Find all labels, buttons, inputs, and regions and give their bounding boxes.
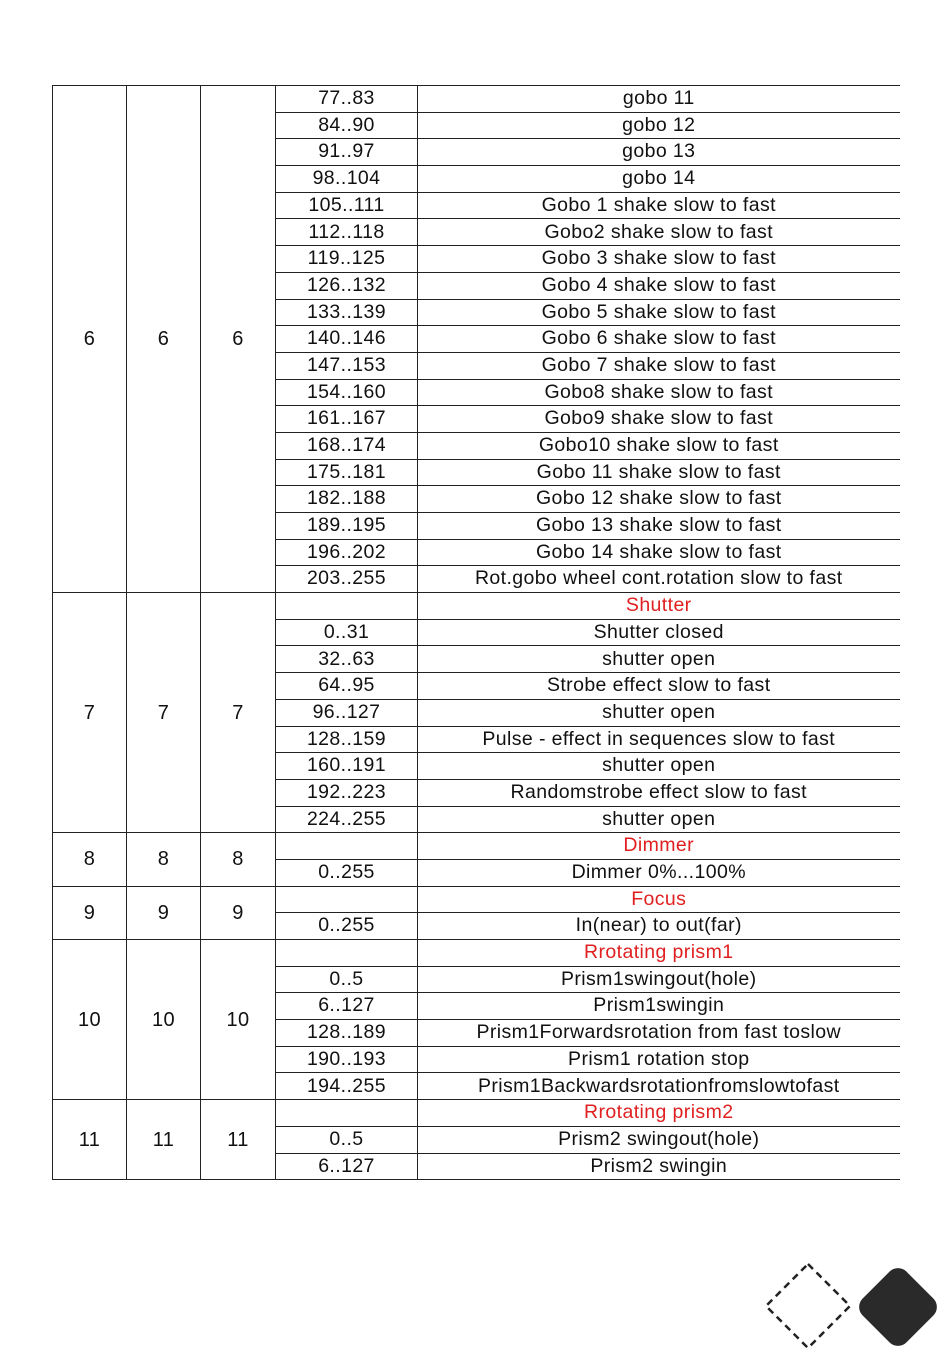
channel-number-cell: 7 [53, 593, 127, 833]
dmx-value-cell: 189..195 [276, 513, 418, 540]
table-row [53, 886, 900, 913]
channel-number-cell: 11 [201, 1100, 276, 1180]
channel-number-cell: 11 [127, 1100, 201, 1180]
outline-diamond-icon [766, 1264, 850, 1348]
dmx-value-cell: 154..160 [276, 379, 418, 406]
function-description-cell: Dimmer 0%...100% [418, 859, 900, 886]
dmx-value-cell: 112..118 [276, 219, 418, 246]
dmx-value-cell: 182..188 [276, 486, 418, 513]
function-description-cell: Prism1swingout(hole) [418, 966, 900, 993]
dmx-value-cell: 203..255 [276, 566, 418, 593]
dmx-value-cell: 128..189 [276, 1020, 418, 1047]
function-description-cell: Gobo 6 shake slow to fast [418, 326, 900, 353]
dmx-value-cell: 84..90 [276, 112, 418, 139]
dmx-value-cell [276, 886, 418, 913]
dmx-value-cell: 192..223 [276, 779, 418, 806]
function-description-cell: Gobo 3 shake slow to fast [418, 246, 900, 273]
function-description-cell: Gobo 1 shake slow to fast [418, 192, 900, 219]
function-description-cell: Gobo 13 shake slow to fast [418, 513, 900, 540]
channel-number-cell: 8 [201, 833, 276, 886]
function-description-cell: Gobo10 shake slow to fast [418, 432, 900, 459]
dmx-value-cell [276, 1100, 418, 1127]
function-description-cell: Gobo 5 shake slow to fast [418, 299, 900, 326]
function-description-cell: shutter open [418, 699, 900, 726]
function-description-cell: Gobo 7 shake slow to fast [418, 352, 900, 379]
function-description-cell: Shutter closed [418, 619, 900, 646]
function-description-cell: Prism2 swingin [418, 1153, 900, 1180]
table-row [53, 86, 900, 113]
function-description-cell: Pulse - effect in sequences slow to fast [418, 726, 900, 753]
function-description-cell: shutter open [418, 806, 900, 833]
channel-number-cell: 10 [127, 940, 201, 1100]
section-heading-cell: Rrotating prism1 [418, 940, 900, 967]
section-heading-cell: Rrotating prism2 [418, 1100, 900, 1127]
channel-number-cell: 9 [53, 886, 127, 939]
function-description-cell: Prism1 rotation stop [418, 1046, 900, 1073]
channel-number-cell: 6 [127, 86, 201, 593]
channel-number-cell: 10 [201, 940, 276, 1100]
function-description-cell: Prism1swingin [418, 993, 900, 1020]
channel-number-cell: 8 [53, 833, 127, 886]
function-description-cell: Gobo 12 shake slow to fast [418, 486, 900, 513]
dmx-value-cell: 105..111 [276, 192, 418, 219]
dmx-value-cell: 0..5 [276, 966, 418, 993]
function-description-cell: Prism1Forwardsrotation from fast toslow [418, 1020, 900, 1047]
function-description-cell: Gobo8 shake slow to fast [418, 379, 900, 406]
function-description-cell: Strobe effect slow to fast [418, 673, 900, 700]
function-description-cell: Gobo 14 shake slow to fast [418, 539, 900, 566]
function-description-cell: Gobo 4 shake slow to fast [418, 272, 900, 299]
dmx-value-cell [276, 833, 418, 860]
function-description-cell: Prism2 swingout(hole) [418, 1126, 900, 1153]
dmx-value-cell: 119..125 [276, 246, 418, 273]
dmx-channel-table [52, 85, 900, 1180]
function-description-cell: Randomstrobe effect slow to fast [418, 779, 900, 806]
dmx-value-cell: 6..127 [276, 1153, 418, 1180]
dmx-value-cell: 91..97 [276, 139, 418, 166]
function-description-cell: Gobo 11 shake slow to fast [418, 459, 900, 486]
channel-number-cell: 9 [127, 886, 201, 939]
dmx-value-cell: 32..63 [276, 646, 418, 673]
channel-number-cell: 8 [127, 833, 201, 886]
channel-number-cell: 7 [127, 593, 201, 833]
function-description-cell: gobo 12 [418, 112, 900, 139]
dmx-value-cell: 96..127 [276, 699, 418, 726]
channel-number-cell: 6 [201, 86, 276, 593]
dmx-value-cell: 161..167 [276, 406, 418, 433]
dmx-value-cell: 160..191 [276, 753, 418, 780]
table-row [53, 940, 900, 967]
table-row [53, 1100, 900, 1127]
channel-number-cell: 10 [53, 940, 127, 1100]
table-row [53, 593, 900, 620]
dmx-value-cell: 133..139 [276, 299, 418, 326]
filled-diamond-icon [854, 1263, 942, 1351]
dmx-value-cell: 196..202 [276, 539, 418, 566]
function-description-cell: shutter open [418, 646, 900, 673]
dmx-value-cell: 77..83 [276, 86, 418, 113]
function-description-cell: shutter open [418, 753, 900, 780]
section-heading-cell: Shutter [418, 593, 900, 620]
function-description-cell: Gobo2 shake slow to fast [418, 219, 900, 246]
dmx-value-cell: 126..132 [276, 272, 418, 299]
channel-number-cell: 6 [53, 86, 127, 593]
section-heading-cell: Dimmer [418, 833, 900, 860]
function-description-cell: gobo 11 [418, 86, 900, 113]
channel-number-cell: 11 [53, 1100, 127, 1180]
dmx-value-cell: 224..255 [276, 806, 418, 833]
dmx-value-cell: 175..181 [276, 459, 418, 486]
dmx-value-cell: 0..31 [276, 619, 418, 646]
dmx-value-cell: 0..255 [276, 859, 418, 886]
dmx-value-cell: 147..153 [276, 352, 418, 379]
function-description-cell: gobo 13 [418, 139, 900, 166]
function-description-cell: gobo 14 [418, 166, 900, 193]
function-description-cell: In(near) to out(far) [418, 913, 900, 940]
dmx-value-cell: 98..104 [276, 166, 418, 193]
dmx-value-cell: 64..95 [276, 673, 418, 700]
dmx-value-cell: 190..193 [276, 1046, 418, 1073]
function-description-cell: Prism1Backwardsrotationfromslowtofast [418, 1073, 900, 1100]
dmx-value-cell: 0..5 [276, 1126, 418, 1153]
dmx-value-cell: 140..146 [276, 326, 418, 353]
dmx-value-cell [276, 940, 418, 967]
channel-number-cell: 7 [201, 593, 276, 833]
dmx-value-cell: 0..255 [276, 913, 418, 940]
function-description-cell: Gobo9 shake slow to fast [418, 406, 900, 433]
section-heading-cell: Focus [418, 886, 900, 913]
function-description-cell: Rot.gobo wheel cont.rotation slow to fast [418, 566, 900, 593]
corner-diamond-decoration [760, 1258, 950, 1360]
dmx-value-cell: 168..174 [276, 432, 418, 459]
dmx-value-cell: 194..255 [276, 1073, 418, 1100]
table-row [53, 833, 900, 860]
dmx-value-cell: 128..159 [276, 726, 418, 753]
channel-number-cell: 9 [201, 886, 276, 939]
dmx-value-cell [276, 593, 418, 620]
dmx-value-cell: 6..127 [276, 993, 418, 1020]
